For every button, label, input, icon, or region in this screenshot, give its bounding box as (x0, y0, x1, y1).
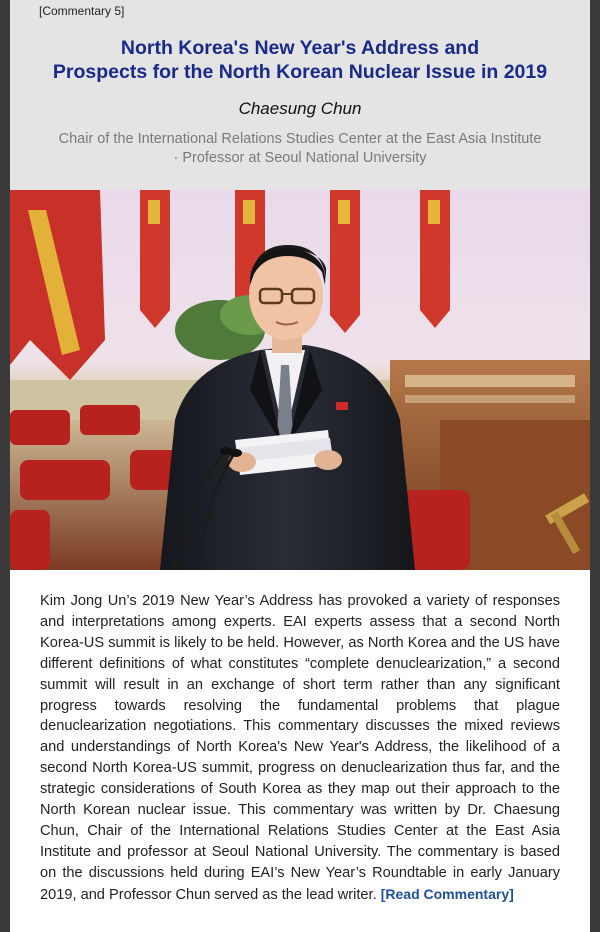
author-affiliation (10, 130, 590, 168)
commentary-tag: [Commentary 5] (39, 4, 125, 18)
header-section (10, 0, 590, 190)
read-commentary-link[interactable]: [Read Commentary] (380, 885, 514, 902)
speaker-at-podium-photo (10, 190, 590, 570)
author-name: Chaesung Chun (238, 99, 362, 118)
affiliation-line-1: Chair of the International Relations Studies Center at the East Asia Institute (58, 131, 542, 147)
summary-text: Kim Jong Un’s 2019 New Year’s Address has provoked a variety of responses and interpretations among experts. EAI experts assess that a second North Korea-US summit is likely to be held. However, as North Korea and the US have different definitions of what constitutes “complete denuclearization,” a second summit will result in an exchange of short term rather than any significant progress towards resolving the fundamental problems that plague denuclearization negotiations. This commentary discusses the mixed reviews and understandings of North Korea's New Year's Address, the likelihood of a second North Korea-US summit, progress on denuclearization thus far, and the strategic considerations of South Korea as they map out their approach to the North Korean nuclear issue. This commentary was written by Dr. Chaesung Chun, Chair of the International Relations Studies Center at the East Asia Institute and professor at Seoul National University. The commentary is based on the discussions held during EAI’s New Year’s Roundtable in early January 2019, and Professor Chun served as the lead writer. (40, 593, 560, 903)
newsletter-card (10, 0, 590, 932)
title-line-2: Prospects for the North Korean Nuclear Issue in 2019 (52, 61, 548, 83)
title-line-1: North Korea's New Year's Address and (120, 37, 480, 59)
affiliation-line-2: · Professor at Seoul National University (173, 150, 427, 166)
commentary-summary (40, 591, 560, 906)
page-title (10, 36, 590, 84)
speaker-photo (10, 190, 590, 570)
